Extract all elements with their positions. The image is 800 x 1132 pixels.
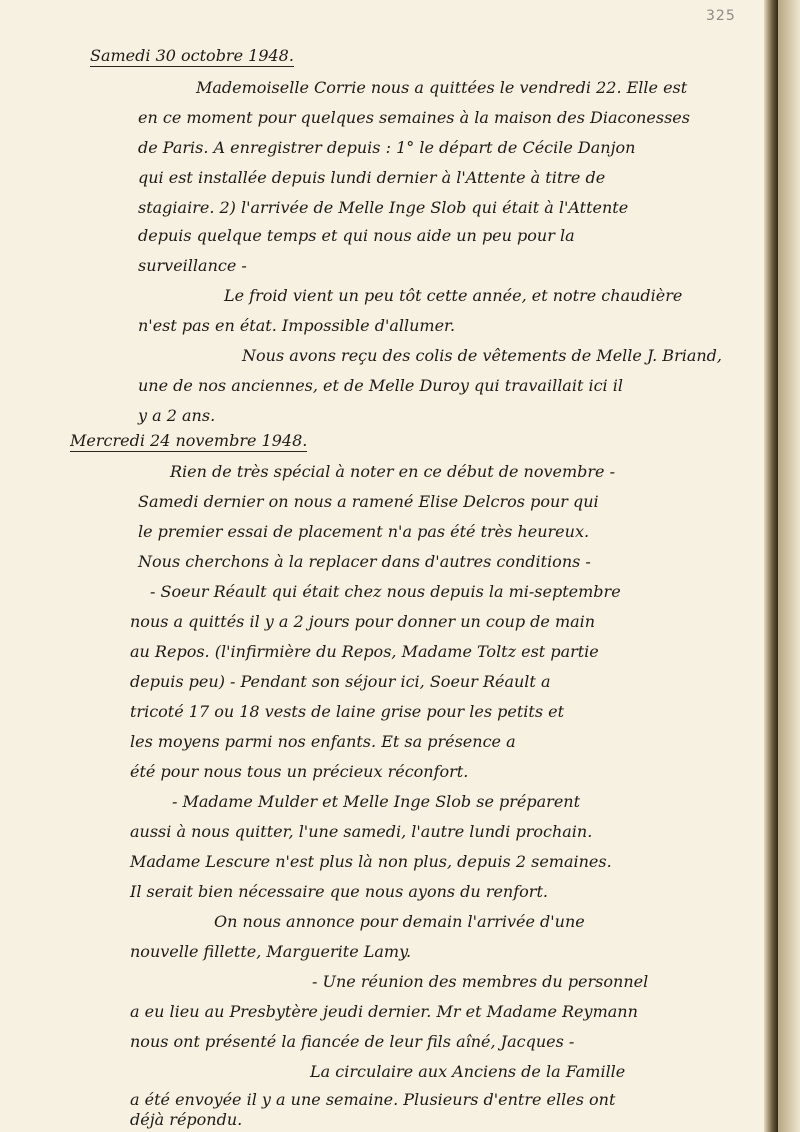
entry-line: - Madame Mulder et Melle Inge Slob se préparent [172,792,581,811]
entry-line: Samedi dernier on nous a ramené Elise Delcros pour qui [138,492,599,511]
entry-line: stagiaire. 2) l'arrivée de Melle Inge Slob qui était à l'Attente [138,198,629,217]
entry-line: Rien de très spécial à noter en ce début de novembre - [170,462,616,481]
entry-line: tricoté 17 ou 18 vests de laine grise pour les petits et [130,702,565,721]
page-number: 325 [706,8,736,24]
page-edge [778,0,800,1132]
entry-line: On nous annonce pour demain l'arrivée d'une [214,912,585,931]
entry-line: qui est installée depuis lundi dernier à l'Attente à titre de [138,168,606,187]
entry-line: Nous avons reçu des colis de vêtements de Melle J. Briand, [242,346,722,365]
entry-line: les moyens parmi nos enfants. Et sa présence a [130,732,516,751]
binding-shadow [764,0,778,1132]
entry-line: a été envoyée il y a une semaine. Plusieurs d'entre elles ont [130,1090,616,1109]
entry-line: le premier essai de placement n'a pas été très heureux. [138,522,590,541]
entry-line: déjà répondu. [130,1110,243,1129]
entry-line: depuis quelque temps et qui nous aide un peu pour la [138,226,575,245]
entry-date: Samedi 30 octobre 1948. [90,46,294,65]
entry-date: Mercredi 24 novembre 1948. [70,431,308,450]
entry-line: Mademoiselle Corrie nous a quittées le vendredi 22. Elle est [196,78,688,97]
entry-line: La circulaire aux Anciens de la Famille [310,1062,626,1081]
entry-line: nous ont présenté la fiancée de leur fils aîné, Jacques - [130,1032,575,1051]
entry-line: Il serait bien nécessaire que nous ayons du renfort. [130,882,548,901]
entry-line: au Repos. (l'infirmière du Repos, Madame Toltz est partie [130,642,599,661]
entry-line: a eu lieu au Presbytère jeudi dernier. Mr et Madame Reymann [130,1002,638,1021]
entry-line: depuis peu) - Pendant son séjour ici, Soeur Réault a [130,672,551,691]
entry-line: nouvelle fillette, Marguerite Lamy. [130,942,412,961]
entry-line: Le froid vient un peu tôt cette année, et notre chaudière [224,286,683,305]
entry-line: - Une réunion des membres du personnel [312,972,649,991]
entry-line: nous a quittés il y a 2 jours pour donner un coup de main [130,612,596,631]
entry-line: - Soeur Réault qui était chez nous depuis la mi-septembre [150,582,621,601]
entry-line: en ce moment pour quelques semaines à la maison des Diaconesses [138,108,690,127]
entry-line: Madame Lescure n'est plus là non plus, depuis 2 semaines. [130,852,612,871]
entry-line: Nous cherchons à la replacer dans d'autres conditions - [138,552,591,571]
entry-line: une de nos anciennes, et de Melle Duroy qui travaillait ici il [138,376,623,395]
entry-line: de Paris. A enregistrer depuis : 1° le départ de Cécile Danjon [138,138,636,157]
entry-line: été pour nous tous un précieux réconfort. [130,762,469,781]
entry-line: surveillance - [138,256,247,275]
entry-line: aussi à nous quitter, l'une samedi, l'autre lundi prochain. [130,822,593,841]
entry-line: n'est pas en état. Impossible d'allumer. [138,316,456,335]
entry-line: y a 2 ans. [138,406,216,425]
